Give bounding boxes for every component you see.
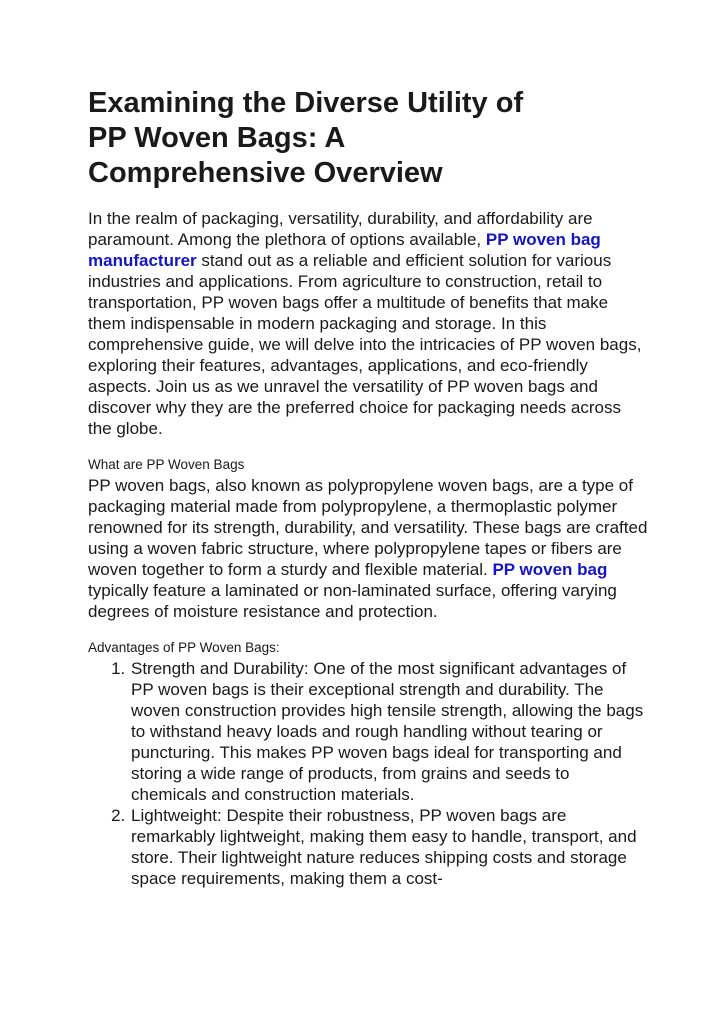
section1-text-end: typically feature a laminated or non-laminated surface, offering varying degrees of moisture resistance and protection. [88,581,617,621]
intro-text-start: In the realm of packaging, versatility, durability, and affordability are paramount. Among the plethora of options available, [88,209,593,249]
section-heading-what-are: What are PP Woven Bags [88,457,245,472]
document-page [88,86,648,889]
advantages-list [88,658,648,889]
article-title: Examining the Diverse Utility of PP Woven Bags: A Comprehensive Overview [88,87,524,189]
intro-text-end: stand out as a reliable and efficient solution for various industries and applications. From agriculture to construction, retail to transportation, PP woven bags offer a multitude of benefits that make them indispensable in modern packaging and storage. In this comprehensive guide, we will delve into the intricacies of PP woven bags, exploring their features, advantages, applications, and eco-friendly aspects. Join us as we unravel the versatility of PP woven bags and discover why they are the preferred choice for packaging needs across the globe. [88,251,642,438]
list-item: 1. Strength and Durability: One of the most significant advantages of PP woven bags is their exceptional strength and durability. The woven construction provides high tensile strength, allowing the bags to withstand heavy loads and rough handling without tearing or puncturing. This makes PP woven bags ideal for transporting and storing a wide range of products, from grains and seeds to chemicals and construction materials. [130,658,648,805]
section1-paragraph [88,475,648,622]
list-item: 2. Lightweight: Despite their robustness, PP woven bags are remarkably lightweight, making them easy to handle, transport, and store. Their lightweight nature reduces shipping costs and storage space requirements, making them a cost- [130,805,648,889]
section-heading-advantages: Advantages of PP Woven Bags: [88,640,280,655]
pp-woven-bag-link[interactable]: PP woven bag [492,560,608,579]
pp-woven-bag-manufacturer-link[interactable]: PP woven bag manufacturer [88,230,601,270]
intro-paragraph [88,208,648,439]
section1-text-start: PP woven bags, also known as polypropylene woven bags, are a type of packaging material made from polypropylene, a thermoplastic polymer renowned for its strength, durability, and versatility. These bags are crafted using a woven fabric structure, where polypropylene tapes or fibers are woven together to form a sturdy and flexible material. [88,476,648,579]
